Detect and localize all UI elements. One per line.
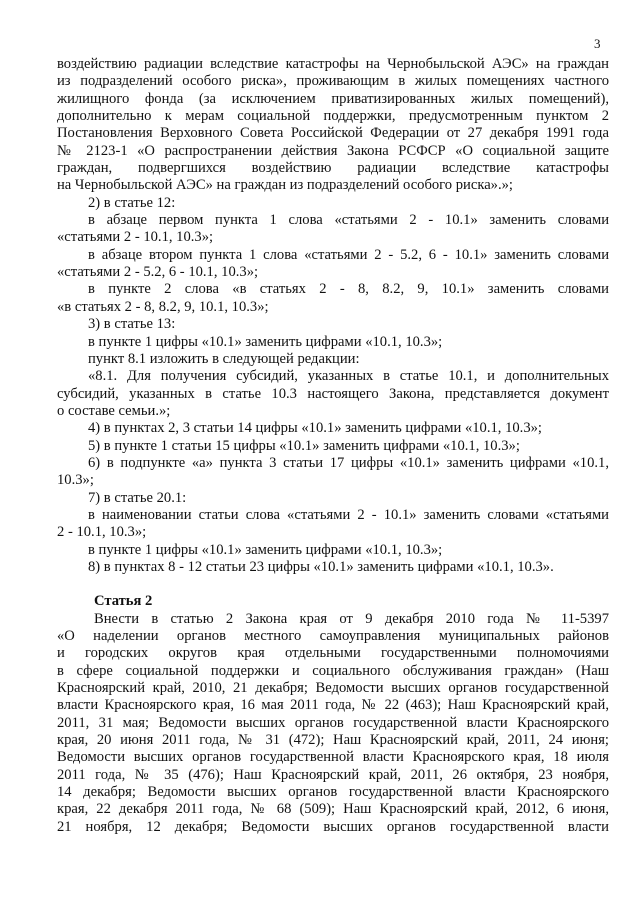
text-line: Ведомости высших органов государственной власти Красноярского края, 18 июля <box>57 749 609 766</box>
text-line: 2 - 10.1, 10.3»; <box>57 524 147 541</box>
text-line: «8.1. Для получения субсидий, указанных в статье 10.1, и дополнительных <box>88 368 609 385</box>
text-line: Постановления Верховного Совета Российской Федерации от 27 декабря 1991 года <box>57 125 609 142</box>
text-line: власти Красноярского края, 16 мая 2011 года, № 22 (463); Наш Красноярский край, <box>57 697 609 714</box>
text-line: на Чернобыльской АЭС» на граждан из подразделений особого риска».»; <box>57 177 513 194</box>
text-line: из подразделений особого риска», проживающим в жилых помещениях частного <box>57 73 609 90</box>
text-line: «в статьях 2 - 8, 8.2, 9, 10.1, 10.3»; <box>57 298 269 315</box>
text-line: в наименовании статьи слова «статьями 2 - 10.1» заменить словами «статьями <box>88 506 609 523</box>
text-line: жилищного фонда (за исключением приватизированных жилых помещений), <box>57 90 609 107</box>
list-item-header: 2) в статье 12: <box>88 194 176 211</box>
text-line: субсидий, указанных в статье 10.3 настоящего Закона, представляется документ <box>57 385 609 402</box>
text-line: в пункте 2 слова «в статьях 2 - 8, 8.2, 9, 10.1» заменить словами <box>88 281 609 298</box>
text-line: «О наделении органов местного самоуправления муниципальных районов <box>57 628 609 644</box>
text-line: 6) в подпункте «а» пункта 3 статьи 17 цифры «10.1» заменить цифрами «10.1, <box>88 454 609 471</box>
text-line: 2011 года, № 35 (476); Наш Красноярский край, 2011, 26 октября, 23 ноября, <box>57 766 609 783</box>
article-title: Статья 2 <box>94 593 153 610</box>
text-line: 14 декабря; Ведомости высших органов государственной власти Красноярского <box>57 784 609 801</box>
text-line: в сфере социальной поддержки и социального обслуживания граждан» (Наш <box>57 662 609 679</box>
text-line: пункт 8.1 изложить в следующей редакции: <box>88 350 360 367</box>
text-line: в пункте 1 цифры «10.1» заменить цифрами «10.1, 10.3»; <box>88 333 443 350</box>
text-line: Внести в статью 2 Закона края от 9 декабря 2010 года № 11-5397 <box>94 610 609 627</box>
list-item: 4) в пунктах 2, 3 статьи 14 цифры «10.1» заменить цифрами «10.1, 10.3»; <box>88 420 542 437</box>
text-line: в пункте 1 цифры «10.1» заменить цифрами «10.1, 10.3»; <box>88 541 443 558</box>
list-item-header: 7) в статье 20.1: <box>88 489 187 506</box>
text-line: края, 20 июня 2011 года, № 31 (472); Наш Красноярский край, 2011, 24 июня; <box>57 732 609 749</box>
text-line: дополнительно к мерам социальной поддержки, предусмотренным пунктом 2 <box>57 108 609 125</box>
text-line: граждан, подвергшихся воздействию радиации вследствие катастрофы <box>57 160 609 177</box>
text-line: «статьями 2 - 10.1, 10.3»; <box>57 229 214 246</box>
text-line: Красноярский край, 2010, 21 декабря; Ведомости высших органов государственной <box>57 680 609 697</box>
list-item: 8) в пунктах 8 - 12 статьи 23 цифры «10.1» заменить цифрами «10.1, 10.3». <box>88 558 554 575</box>
text-line: воздействию радиации вследствие катастрофы на Чернобыльской АЭС» на граждан <box>57 56 609 72</box>
text-line: в абзаце первом пункта 1 слова «статьями 2 - 10.1» заменить словами <box>88 212 609 229</box>
text-line: и городских округов края отдельными государственными полномочиями <box>57 645 609 662</box>
text-line: в абзаце втором пункта 1 слова «статьями 2 - 5.2, 6 - 10.1» заменить словами <box>88 246 609 263</box>
page-number: 3 <box>594 36 601 51</box>
text-line: 21 ноября, 12 декабря; Ведомости высших органов государственной власти <box>57 818 609 835</box>
text-line: № 2123-1 «О распространении действия Закона РСФСР «О социальной защите <box>57 142 609 159</box>
text-line: 2011, 31 мая; Ведомости высших органов государственной власти Красноярского <box>57 714 609 731</box>
text-line: 10.3»; <box>57 472 94 489</box>
text-line: о составе семьи.»; <box>57 402 171 419</box>
document-body <box>57 56 609 836</box>
text-line: края, 22 декабря 2011 года, № 68 (509); Наш Красноярский край, 2012, 6 июня, <box>57 801 609 818</box>
text-line: «статьями 2 - 5.2, 6 - 10.1, 10.3»; <box>57 264 259 281</box>
list-item: 5) в пункте 1 статьи 15 цифры «10.1» заменить цифрами «10.1, 10.3»; <box>88 437 520 454</box>
list-item-header: 3) в статье 13: <box>88 316 176 333</box>
